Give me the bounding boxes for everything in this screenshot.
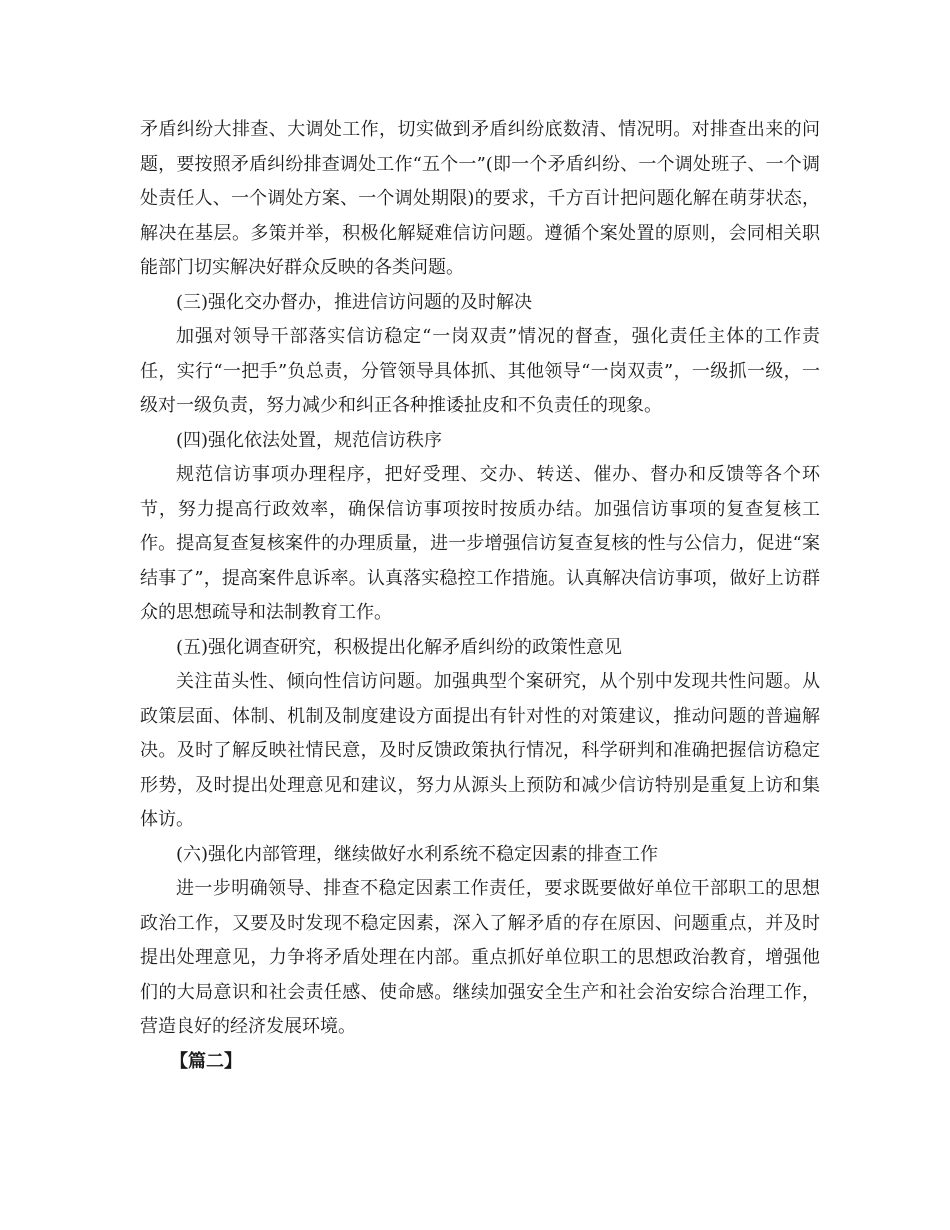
section-heading-3: (三)强化交办督办，推进信访问题的及时解决 [176,291,533,313]
paragraph-section-4: 规范信访事项办理程序，把好受理、交办、转送、催办、督办和反馈等各个环节，努力提高行政效率，确保信访事项按时按质办结。加强信访事项的复查复核工作。提高复查复核案件的办理质量，进一步增强信访复查复核的性与公信力，促进“案结事了”，提高案件息诉率。认真落实稳控工作措施。认真解决信访事项，做好上访群众的思想疏导和法制教育工作。 [140,464,820,623]
document-page [140,113,820,1079]
part-two-marker: 【篇二】 [170,1050,242,1072]
paragraph-section-5: 关注苗头性、倾向性信访问题。加强典型个案研究，从个别中发现共性问题。从政策层面、体制、机制及制度建设方面提出有针对性的对策建议，推动问题的普遍解决。及时了解反映社情民意，及时反馈政策执行情况，科学研判和准确把握信访稳定形势，及时提出处理意见和建议，努力从源头上预防和减少信访特别是重复上访和集体访。 [140,671,820,830]
section-heading-5: (五)强化调查研究，积极提出化解矛盾纠纷的政策性意见 [176,636,623,658]
section-heading-6: (六)强化内部管理，继续做好水利系统不稳定因素的排查工作 [176,843,659,865]
section-heading-4: (四)强化依法处置，规范信访秩序 [176,429,443,451]
paragraph-section-6: 进一步明确领导、排查不稳定因素工作责任，要求既要做好单位干部职工的思想政治工作，又要及时发现不稳定因素，深入了解矛盾的存在原因、问题重点，并及时提出处理意见，力争将矛盾处理在内部。重点抓好单位职工的思想政治教育，增强他们的大局意识和社会责任感、使命感。继续加强安全生产和社会治安综合治理工作，营造良好的经济发展环境。 [140,878,820,1037]
paragraph-continuation: 矛盾纠纷大排查、大调处工作，切实做到矛盾纠纷底数清、情况明。对排查出来的问题，要按照矛盾纠纷排查调处工作“五个一”(即一个矛盾纠纷、一个调处班子、一个调处责任人、一个调处方案、一个调处期限)的要求，千方百计把问题化解在萌芽状态，解决在基层。多策并举，积极化解疑难信访问题。遵循个案处置的原则，会同相关职能部门切实解决好群众反映的各类问题。 [140,119,820,278]
paragraph-section-3: 加强对领导干部落实信访稳定“一岗双责”情况的督查，强化责任主体的工作责任，实行“一把手”负总责，分管领导具体抓、其他领导“一岗双责”，一级抓一级，一级对一级负责，努力减少和纠正各种推诿扯皮和不负责任的现象。 [140,326,820,416]
